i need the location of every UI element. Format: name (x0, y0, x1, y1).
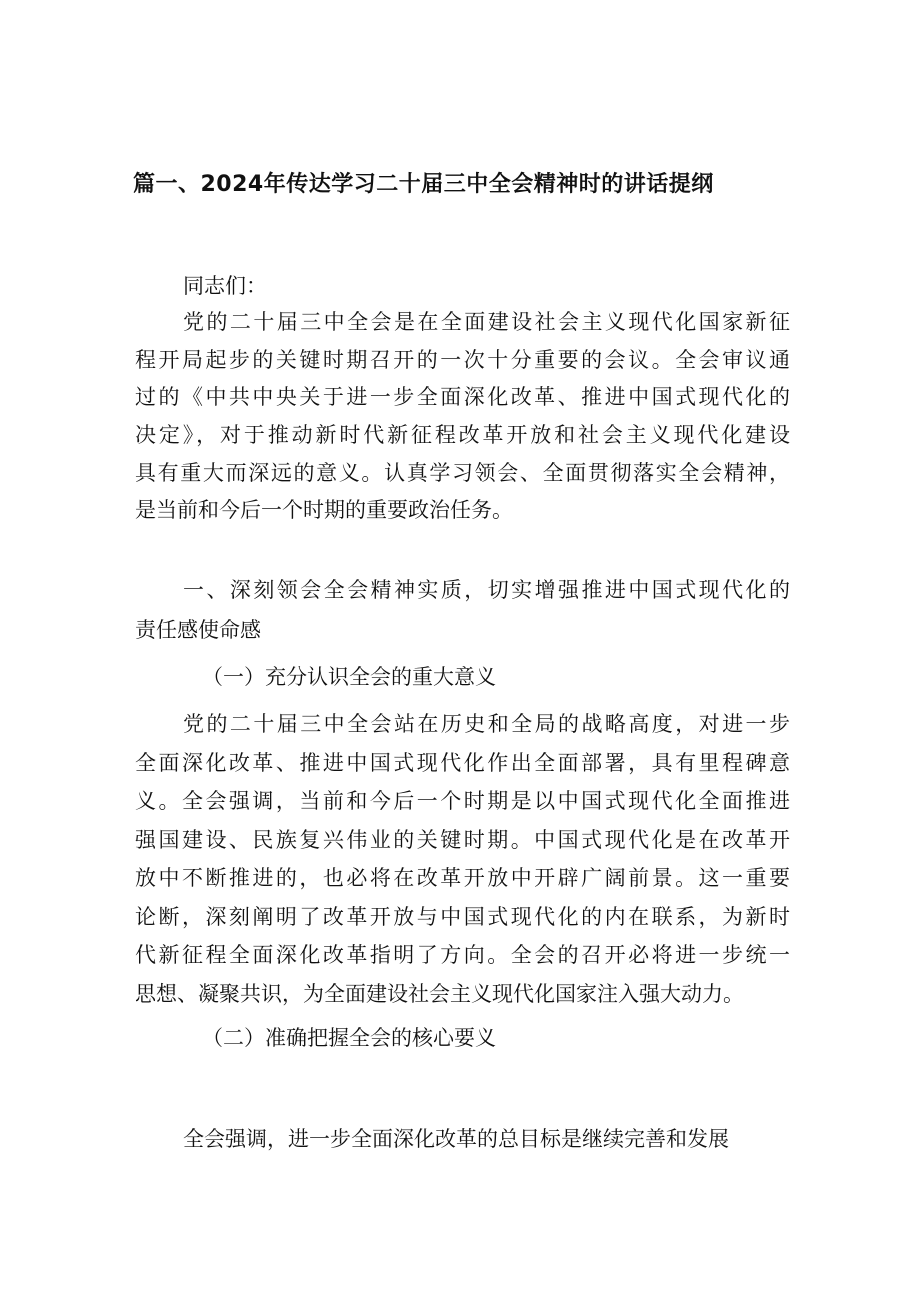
paragraph-line: 全会强调，进一步全面深化改革的总目标是继续完善和发展 (183, 1127, 729, 1151)
section-heading-line: 责任感使命感 (135, 618, 261, 642)
paragraph-line: 放中不断推进的，也必将在改革开放中开辟广阔前景。这一重要 (135, 866, 790, 890)
paragraph-line: 全面深化改革、推进中国式现代化作出全面部署，具有里程碑意 (135, 751, 790, 775)
paragraph-line: 代新征程全面深化改革指明了方向。全会的召开必将进一步统一 (135, 943, 790, 967)
paragraph-line: 是当前和今后一个时期的重要政治任务。 (135, 498, 513, 522)
paragraph-line: 论断，深刻阐明了改革开放与中国式现代化的内在联系，为新时 (135, 905, 790, 929)
paragraph-line: 党的二十届三中全会是在全面建设社会主义现代化国家新征 (183, 310, 790, 334)
paragraph-line: 程开局起步的关键时期召开的一次十分重要的会议。全会审议通 (135, 348, 790, 372)
paragraph-line: 党的二十届三中全会站在历史和全局的战略高度，对进一步 (183, 712, 790, 736)
subsection-2-heading: （二）准确把握全会的核心要义 (202, 1026, 496, 1050)
paragraph-line: 义。全会强调，当前和今后一个时期是以中国式现代化全面推进 (135, 789, 790, 813)
paragraph-line: 过的《中共中央关于进一步全面深化改革、推进中国式现代化的 (135, 385, 790, 409)
document-title: 篇一、2024年传达学习二十届三中全会精神时的讲话提纲 (133, 172, 714, 197)
paragraph-line: 决定》，对于推动新时代新征程改革开放和社会主义现代化建设 (135, 423, 790, 447)
greeting: 同志们： (183, 274, 267, 298)
section-heading-line: 一、深刻领会全会精神实质，切实增强推进中国式现代化的 (183, 578, 790, 602)
paragraph-line: 思想、凝聚共识，为全面建设社会主义现代化国家注入强大动力。 (135, 982, 744, 1006)
subsection-1-heading: （一）充分认识全会的重大意义 (202, 665, 496, 689)
paragraph-line: 具有重大而深远的意义。认真学习领会、全面贯彻落实全会精神， (135, 461, 790, 485)
paragraph-line: 强国建设、民族复兴伟业的关键时期。中国式现代化是在改革开 (135, 828, 790, 852)
